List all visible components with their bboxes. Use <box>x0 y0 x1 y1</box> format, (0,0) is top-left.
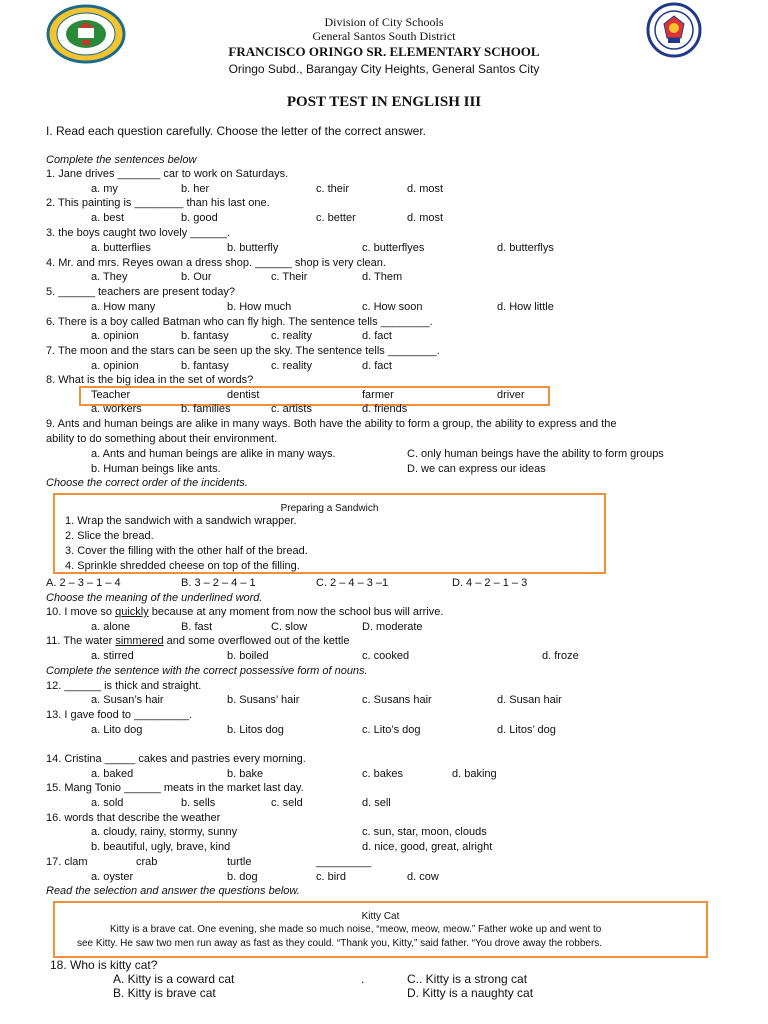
sandwich-step-3: 3. Cover the filling with the other half of the bread. <box>65 545 308 557</box>
kitty-cat-box <box>53 901 708 958</box>
question-17-blank: _________ <box>316 856 372 868</box>
q8-option-a[interactable]: a. workers <box>91 403 142 415</box>
question-16: 16. words that describe the weather <box>46 812 221 824</box>
q15-option-b[interactable]: b. sells <box>181 797 216 809</box>
q14-option-b[interactable]: b. bake <box>227 768 264 780</box>
section-heading-5: Read the selection and answer the questions below. <box>46 885 300 897</box>
section-heading-4: Complete the sentence with the correct possessive form of nouns. <box>46 665 368 677</box>
q16-option-a[interactable]: a. cloudy, rainy, stormy, sunny <box>91 826 238 838</box>
q3-option-c[interactable]: c. butterflyes <box>362 242 425 254</box>
question-14: 14. Cristina _____ cakes and pastries every morning. <box>46 753 306 765</box>
order-option-a[interactable]: A. 2 – 3 – 1 – 4 <box>46 577 121 589</box>
sandwich-title: Preparing a Sandwich <box>280 503 379 514</box>
question-4: 4. Mr. and mrs. Reyes owan a dress shop. ______ shop is very clean. <box>46 257 386 269</box>
q10-option-b[interactable]: B. fast <box>181 621 213 633</box>
section-heading-1: Complete the sentences below <box>46 154 197 166</box>
q4-option-a[interactable]: a. They <box>91 271 128 283</box>
q13-option-c[interactable]: c. Lito’s dog <box>362 724 421 736</box>
q7-option-a[interactable]: a. opinion <box>91 360 139 372</box>
q8-option-b[interactable]: b. families <box>181 403 231 415</box>
word-set-item-1: Teacher <box>91 389 131 401</box>
q16-option-d[interactable]: d. nice, good, great, alright <box>362 841 493 853</box>
q14-option-a[interactable]: a. baked <box>91 768 134 780</box>
q18-option-c[interactable]: C.. Kitty is a strong cat <box>407 972 528 986</box>
q15-option-a[interactable]: a. sold <box>91 797 124 809</box>
q12-option-c[interactable]: c. Susans hair <box>362 694 432 706</box>
q10-option-a[interactable]: a. alone <box>91 621 131 633</box>
q9-option-d[interactable]: D. we can express our ideas <box>407 463 546 475</box>
q10-option-c[interactable]: C. slow <box>271 621 308 633</box>
sandwich-step-1: 1. Wrap the sandwich with a sandwich wrapper. <box>65 515 297 527</box>
question-12: 12. ______ is thick and straight. <box>46 680 202 692</box>
sandwich-step-4: 4. Sprinkle shredded cheese on top of the filling. <box>65 560 300 572</box>
question-18: 18. Who is kitty cat? <box>50 958 158 972</box>
kitty-paragraph-line2: see Kitty. He saw two men run away as fast as they could. “Thank you, Kitty,” said father. “You drove away the robbers. <box>77 938 603 949</box>
q17-option-b[interactable]: b. dog <box>227 871 258 883</box>
question-15: 15. Mang Tonio ______ meats in the market last day. <box>46 782 304 794</box>
q6-option-a[interactable]: a. opinion <box>91 330 139 342</box>
q18-option-b[interactable]: B. Kitty is brave cat <box>113 986 216 1000</box>
question-3: 3. the boys caught two lovely ______. <box>46 227 231 239</box>
q10-option-d[interactable]: D. moderate <box>362 621 423 633</box>
q1-option-c[interactable]: c. their <box>316 183 350 195</box>
question-10 <box>46 606 443 619</box>
q11-option-d[interactable]: d. froze <box>542 650 579 662</box>
question-8: 8. What is the big idea in the set of words? <box>46 374 254 386</box>
school-address: Oringo Subd., Barangay City Heights, General Santos City <box>228 62 540 76</box>
kitty-paragraph-line1: Kitty is a brave cat. One evening, she made so much noise, “meow, meow, meow.” Father woke up and went to <box>110 924 602 935</box>
q7-option-d[interactable]: d. fact <box>362 360 392 372</box>
kitty-title: Kitty Cat <box>361 911 400 922</box>
q5-option-b[interactable]: b. How much <box>227 301 292 313</box>
sandwich-step-2: 2. Slice the bread. <box>65 530 154 542</box>
q1-option-b[interactable]: b. her <box>181 183 210 195</box>
q9-option-c[interactable]: C. only human beings have the ability to form groups <box>407 448 664 460</box>
question-7: 7. The moon and the stars can be seen up the sky. The sentence tells ________. <box>46 345 440 357</box>
q10-underlined-word: quickly <box>115 606 149 618</box>
word-set-item-3: farmer <box>362 389 394 401</box>
q8-option-d[interactable]: d. friends <box>362 403 408 415</box>
q1-option-a[interactable]: a. my <box>91 183 118 195</box>
q12-option-d[interactable]: d. Susan hair <box>497 694 562 706</box>
question-2: 2. This painting is ________ than his last one. <box>46 197 270 209</box>
q13-option-b[interactable]: b. Litos dog <box>227 724 284 736</box>
q3-option-b[interactable]: b. butterfly <box>227 242 279 254</box>
q12-option-b[interactable]: b. Susans’ hair <box>227 694 300 706</box>
section-heading-2: Choose the correct order of the incidents. <box>46 477 248 489</box>
q7-option-b[interactable]: b. fantasy <box>181 360 229 372</box>
q18-dot: . <box>361 972 365 986</box>
word-set-box <box>79 386 550 406</box>
order-option-d[interactable]: D. 4 – 2 – 1 – 3 <box>452 577 528 589</box>
q14-option-c[interactable]: c. bakes <box>362 768 403 780</box>
district-line: General Santos South District <box>312 29 456 43</box>
q2-option-a[interactable]: a. best <box>91 212 125 224</box>
q17-option-c[interactable]: c. bird <box>316 871 346 883</box>
page-title: POST TEST IN ENGLISH III <box>286 94 482 110</box>
q11-option-a[interactable]: a. stirred <box>91 650 134 662</box>
q15-option-d[interactable]: d. sell <box>362 797 391 809</box>
q10-text-pre: 10. I move so <box>46 606 116 618</box>
order-option-c[interactable]: C. 2 – 4 – 3 –1 <box>316 577 389 589</box>
q10-text-post: because at any moment from now the school bus will arrive. <box>148 606 444 618</box>
q11-underlined-word: simmered <box>115 635 164 647</box>
question-17-word-1: 17. clam <box>46 856 88 868</box>
q11-text-post: and some overflowed out of the kettle <box>163 635 350 647</box>
q18-option-d[interactable]: D. Kitty is a naughty cat <box>407 986 534 1000</box>
word-set-item-4: driver <box>497 389 525 401</box>
q5-option-c[interactable]: c. How soon <box>362 301 423 313</box>
order-option-b[interactable]: B. 3 – 2 – 4 – 1 <box>181 577 256 589</box>
q11-text-pre: 11. The water <box>46 635 116 647</box>
question-9-line1: 9. Ants and human beings are alike in many ways. Both have the ability to form a group, the ability to express and the <box>46 418 617 430</box>
q17-option-d[interactable]: d. cow <box>407 871 439 883</box>
question-5: 5. ______ teachers are present today? <box>46 286 235 298</box>
q2-option-b[interactable]: b. good <box>181 212 218 224</box>
q3-option-a[interactable]: a. butterflies <box>91 242 151 254</box>
question-9-line2: ability to do something about their environment. <box>46 433 278 445</box>
word-set-item-2: dentist <box>227 389 260 401</box>
question-17-word-3: turtle <box>227 856 252 868</box>
q12-option-a[interactable]: a. Susan’s hair <box>91 694 164 706</box>
q4-option-d[interactable]: d. Them <box>362 271 403 283</box>
q11-option-c[interactable]: c. cooked <box>362 650 410 662</box>
q5-option-a[interactable]: a. How many <box>91 301 156 313</box>
q14-option-d[interactable]: d. baking <box>452 768 497 780</box>
q16-option-b[interactable]: b. beautiful, ugly, brave, kind <box>91 841 231 853</box>
q17-option-a[interactable]: a. oyster <box>91 871 134 883</box>
q1-option-d[interactable]: d. most <box>407 183 444 195</box>
q3-option-d[interactable]: d. butterflys <box>497 242 554 254</box>
q7-option-c[interactable]: c. reality <box>271 360 312 372</box>
q2-option-d[interactable]: d. most <box>407 212 444 224</box>
q4-option-b[interactable]: b. Our <box>181 271 212 283</box>
q15-option-c[interactable]: c. seld <box>271 797 303 809</box>
q13-option-d[interactable]: d. Litos’ dog <box>497 724 556 736</box>
q9-option-a[interactable]: a. Ants and human beings are alike in many ways. <box>91 448 336 460</box>
q16-option-c[interactable]: c. sun, star, moon, clouds <box>362 826 487 838</box>
q9-option-b[interactable]: b. Human beings like ants. <box>91 463 221 475</box>
q6-option-d[interactable]: d. fact <box>362 330 392 342</box>
q11-option-b[interactable]: b. boiled <box>227 650 269 662</box>
question-17-word-2: crab <box>136 856 158 868</box>
question-6: 6. There is a boy called Batman who can fly high. The sentence tells ________. <box>46 316 433 328</box>
section-heading-3: Choose the meaning of the underlined word. <box>46 592 263 604</box>
q2-option-c[interactable]: c. better <box>316 212 356 224</box>
sandwich-box <box>53 493 606 574</box>
q13-option-a[interactable]: a. Lito dog <box>91 724 143 736</box>
q6-option-b[interactable]: b. fantasy <box>181 330 229 342</box>
q6-option-c[interactable]: c. reality <box>271 330 312 342</box>
q4-option-c[interactable]: c. Their <box>271 271 308 283</box>
question-11 <box>46 635 350 648</box>
question-1: 1. Jane drives _______ car to work on Saturdays. <box>46 168 289 180</box>
q8-option-c[interactable]: c. artists <box>271 403 312 415</box>
q5-option-d[interactable]: d. How little <box>497 301 554 313</box>
q18-option-a[interactable]: A. Kitty is a coward cat <box>113 972 235 986</box>
question-13: 13. I gave food to _________. <box>46 709 193 721</box>
instructions: I. Read each question carefully. Choose the letter of the correct answer. <box>46 124 426 138</box>
school-name: FRANCISCO ORINGO SR. ELEMENTARY SCHOOL <box>228 44 540 59</box>
division-line: Division of City Schools <box>324 15 444 29</box>
